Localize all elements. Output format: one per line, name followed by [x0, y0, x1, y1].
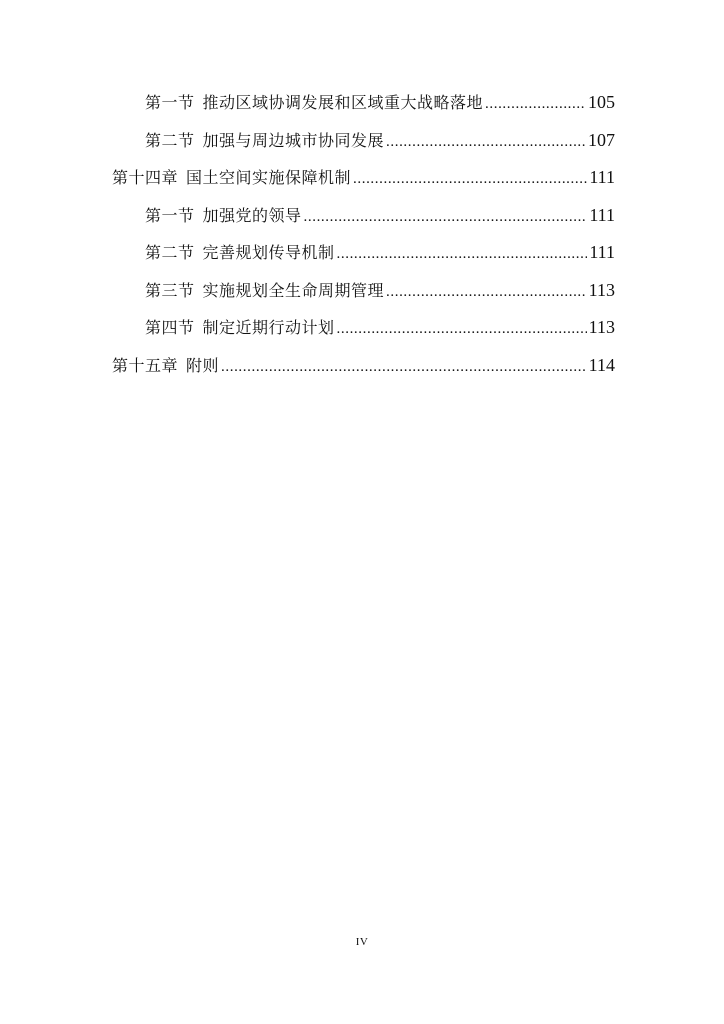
toc-entry-text: 国土空间实施保障机制: [186, 168, 352, 187]
page-number: IV: [355, 936, 369, 948]
toc-entry[interactable]: [112, 122, 615, 160]
toc-entry-number: 第三节: [145, 280, 195, 300]
toc-entry-title: [145, 84, 483, 122]
toc-entry[interactable]: [112, 197, 615, 235]
toc-entry-title: [145, 309, 335, 347]
toc-entry-page: 113: [588, 317, 615, 337]
toc-entry-number: 第十五章: [112, 355, 179, 375]
toc-entry-text: 加强与周边城市协同发展: [202, 130, 385, 150]
toc-entry-title: [112, 159, 351, 197]
toc-entry-text: 完善规划传导机制: [202, 243, 335, 262]
toc-entry-text: 推动区域协调发展和区域重大战略落地: [202, 93, 484, 112]
toc-entry-text: 实施规划全生命周期管理: [202, 280, 385, 300]
toc-entry-number: 第二节: [145, 243, 195, 262]
toc-entry-number: 第一节: [145, 93, 195, 112]
toc-entry-number: 第十四章: [112, 168, 179, 187]
dot-leader: [386, 124, 586, 162]
toc-entry-page: 111: [589, 167, 615, 187]
toc-entry[interactable]: [112, 309, 615, 347]
dot-leader: [221, 349, 587, 387]
toc-entry-title: [145, 234, 335, 272]
dot-leader: [386, 274, 587, 312]
toc-entry-page: 111: [589, 242, 615, 262]
toc-entry[interactable]: [112, 272, 615, 310]
toc-entry-text: 加强党的领导: [202, 205, 302, 225]
toc-entry-page: 114: [588, 354, 615, 375]
dot-leader: [304, 199, 588, 237]
toc-entry-page: 107: [588, 129, 615, 150]
toc-entry-page: 105: [588, 92, 615, 112]
toc-entry[interactable]: [112, 234, 615, 272]
table-of-contents: [112, 84, 615, 384]
toc-entry[interactable]: [112, 84, 615, 122]
dot-leader: [337, 311, 587, 349]
toc-entry-title: [145, 197, 302, 235]
toc-entry[interactable]: [112, 347, 615, 385]
dot-leader: [337, 236, 588, 274]
toc-entry[interactable]: [112, 159, 615, 197]
toc-entry-text: 附则: [186, 355, 220, 375]
toc-entry-page: 111: [589, 204, 615, 225]
toc-entry-title: [145, 122, 384, 160]
toc-entry-number: 第二节: [145, 130, 195, 150]
dot-leader: [485, 86, 586, 124]
toc-entry-text: 制定近期行动计划: [202, 318, 335, 337]
toc-entry-title: [112, 347, 219, 385]
dot-leader: [353, 161, 587, 199]
toc-entry-number: 第一节: [145, 205, 195, 225]
toc-entry-page: 113: [588, 279, 615, 300]
toc-entry-number: 第四节: [145, 318, 195, 337]
toc-entry-title: [145, 272, 384, 310]
